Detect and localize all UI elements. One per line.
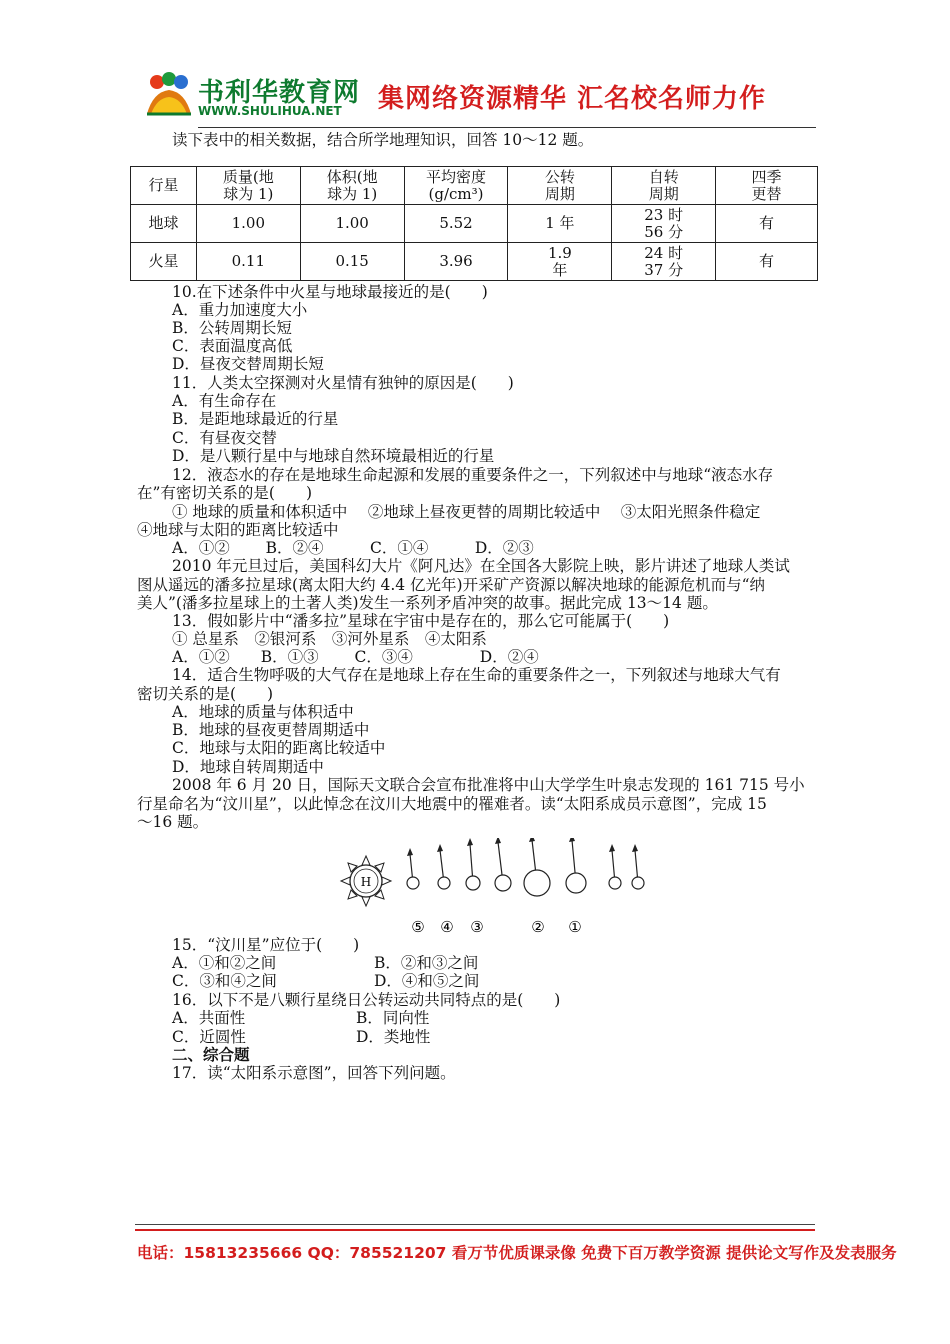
passage: 图从遥远的潘多拉星球(离太阳大约 4.4 亿光年)开采矿产资源以解决地球的能源危机而与“纳 (137, 576, 766, 594)
option: B．地球的昼夜更替周期适中 (172, 721, 370, 739)
diagram-label: ① (568, 918, 582, 936)
question-14-cont: 密切关系的是( ) (137, 685, 274, 703)
option: B．公转周期长短 (172, 319, 292, 337)
table-header-cell: 行星 (131, 167, 197, 205)
footer-contact: 电话：15813235666 QQ：785521207 看万节优质课录像 免费下百万教学资源 提供论文写作及发表服务 (137, 1244, 897, 1262)
option: A．地球的质量与体积适中 (172, 703, 354, 721)
planet-uranus (609, 877, 621, 889)
footer-divider (135, 1229, 815, 1231)
option: C．有昼夜交替 (172, 429, 277, 447)
diagram-label: ④ (440, 918, 454, 936)
table-cell: 地球 (131, 205, 197, 243)
planet-mercury (407, 877, 419, 889)
solar-system-diagram (330, 838, 660, 938)
planet-earth (466, 876, 480, 890)
option: D．地球自转周期适中 (172, 758, 324, 776)
table-header-cell: 质量(地 球为 1) (196, 167, 300, 205)
statement-list: ④地球与太阳的距离比较适中 (137, 521, 339, 539)
table-cell: 1.00 (300, 205, 404, 243)
option: D．类地性 (356, 1028, 431, 1046)
table-cell: 1.00 (196, 205, 300, 243)
planet-data-table (130, 166, 818, 281)
table-cell: 0.15 (300, 243, 404, 281)
diagram-label: ③ (470, 918, 484, 936)
table-cell: 3.96 (404, 243, 508, 281)
diagram-label: ② (531, 918, 545, 936)
table-cell: 5.52 (404, 205, 508, 243)
table-cell: 0.11 (196, 243, 300, 281)
table-cell: 1.9 年 (508, 243, 612, 281)
question-14: 14．适合生物呼吸的大气存在是地球上存在生命的重要条件之一，下列叙述与地球大气有 (172, 666, 781, 684)
question-15: 15．“汶川星”应位于( ) (172, 936, 360, 954)
question-13: 13．假如影片中“潘多拉”星球在宇宙中是存在的，那么它可能属于( ) (172, 612, 670, 630)
question-17: 17．读“太阳系示意图”，回答下列问题。 (172, 1064, 456, 1082)
option: B．②和③之间 (374, 954, 479, 972)
passage: 美人”(潘多拉星球上的土著人类)发生一系列矛盾冲突的故事。据此完成 13～14 题。 (137, 594, 718, 612)
table-row (131, 205, 818, 243)
sun-label: H (360, 875, 372, 889)
planet-venus (438, 877, 450, 889)
brand-url[interactable]: WWW.SHULIHUA.NET (198, 104, 342, 118)
option: A．有生命存在 (172, 392, 277, 410)
question-12-cont: 在”有密切关系的是( ) (137, 484, 313, 502)
question-12: 12．液态水的存在是地球生命起源和发展的重要条件之一，下列叙述中与地球“液态水存 (172, 466, 774, 484)
option: D．昼夜交替周期长短 (172, 355, 324, 373)
passage: ～16 题。 (137, 813, 209, 831)
header-divider (198, 127, 816, 128)
planet-jupiter (524, 870, 550, 896)
brand-name: 书利华教育网 (198, 78, 361, 108)
option: D．是八颗行星中与地球自然环境最相近的行星 (172, 447, 495, 465)
table-cell: 火星 (131, 243, 197, 281)
passage: 行星命名为“汶川星”，以此悼念在汶川大地震中的罹难者。读“太阳系成员示意图”，完成 15 (137, 795, 767, 813)
option-row: A．①② B．②④ C．①④ D．②③ (172, 539, 534, 557)
passage: 2008 年 6 月 20 日，国际天文联合会宣布批准将中山大学学生叶泉志发现的 161 715 号小 (172, 776, 805, 794)
planet-mars (495, 875, 511, 891)
passage: 2010 年元旦过后，美国科幻大片《阿凡达》在全国各大影院上映，影片讲述了地球人类试 (172, 557, 790, 575)
table-header-cell: 四季 更替 (716, 167, 818, 205)
planet-neptune (632, 877, 644, 889)
diagram-label: ⑤ (411, 918, 425, 936)
option: C．③和④之间 (172, 972, 277, 990)
option: D．④和⑤之间 (374, 972, 480, 990)
table-cell: 1 年 (508, 205, 612, 243)
table-header-cell: 平均密度 (g/cm³) (404, 167, 508, 205)
header-slogan: 集网络资源精华 汇名校名师力作 (378, 84, 767, 114)
footer-divider (135, 1224, 815, 1225)
option: B．同向性 (356, 1009, 430, 1027)
table-header-row (131, 167, 818, 205)
question-11: 11．人类太空探测对火星情有独钟的原因是( ) (172, 374, 514, 392)
table-header-cell: 体积(地 球为 1) (300, 167, 404, 205)
question-10: 10.在下述条件中火星与地球最接近的是( ) (172, 283, 488, 301)
intro-text: 读下表中的相关数据，结合所学地理知识，回答 10～12 题。 (172, 131, 594, 149)
option: C．近圆性 (172, 1028, 246, 1046)
statement-list: ① 地球的质量和体积适中 ②地球上昼夜更替的周期比较适中 ③太阳光照条件稳定 (172, 503, 761, 521)
option: B．是距地球最近的行星 (172, 410, 339, 428)
section-heading: 二、综合题 (172, 1045, 250, 1064)
option: A．共面性 (172, 1009, 246, 1027)
option: C．地球与太阳的距离比较适中 (172, 739, 386, 757)
table-cell: 24 时 37 分 (612, 243, 716, 281)
option: C．表面温度高低 (172, 337, 293, 355)
table-cell: 有 (716, 205, 818, 243)
option: A．①和②之间 (172, 954, 277, 972)
table-header-cell: 公转 周期 (508, 167, 612, 205)
option-row: A．①② B．①③ C．③④ D．②④ (172, 648, 539, 666)
table-row (131, 243, 818, 281)
table-cell: 有 (716, 243, 818, 281)
question-16: 16．以下不是八颗行星绕日公转运动共同特点的是( ) (172, 991, 561, 1009)
logo-icon (143, 70, 195, 116)
statement-list: ① 总星系 ②银河系 ③河外星系 ④太阳系 (172, 630, 487, 648)
option: A．重力加速度大小 (172, 301, 308, 319)
table-header-cell: 自转 周期 (612, 167, 716, 205)
planet-saturn (566, 873, 586, 893)
table-cell: 23 时 56 分 (612, 205, 716, 243)
